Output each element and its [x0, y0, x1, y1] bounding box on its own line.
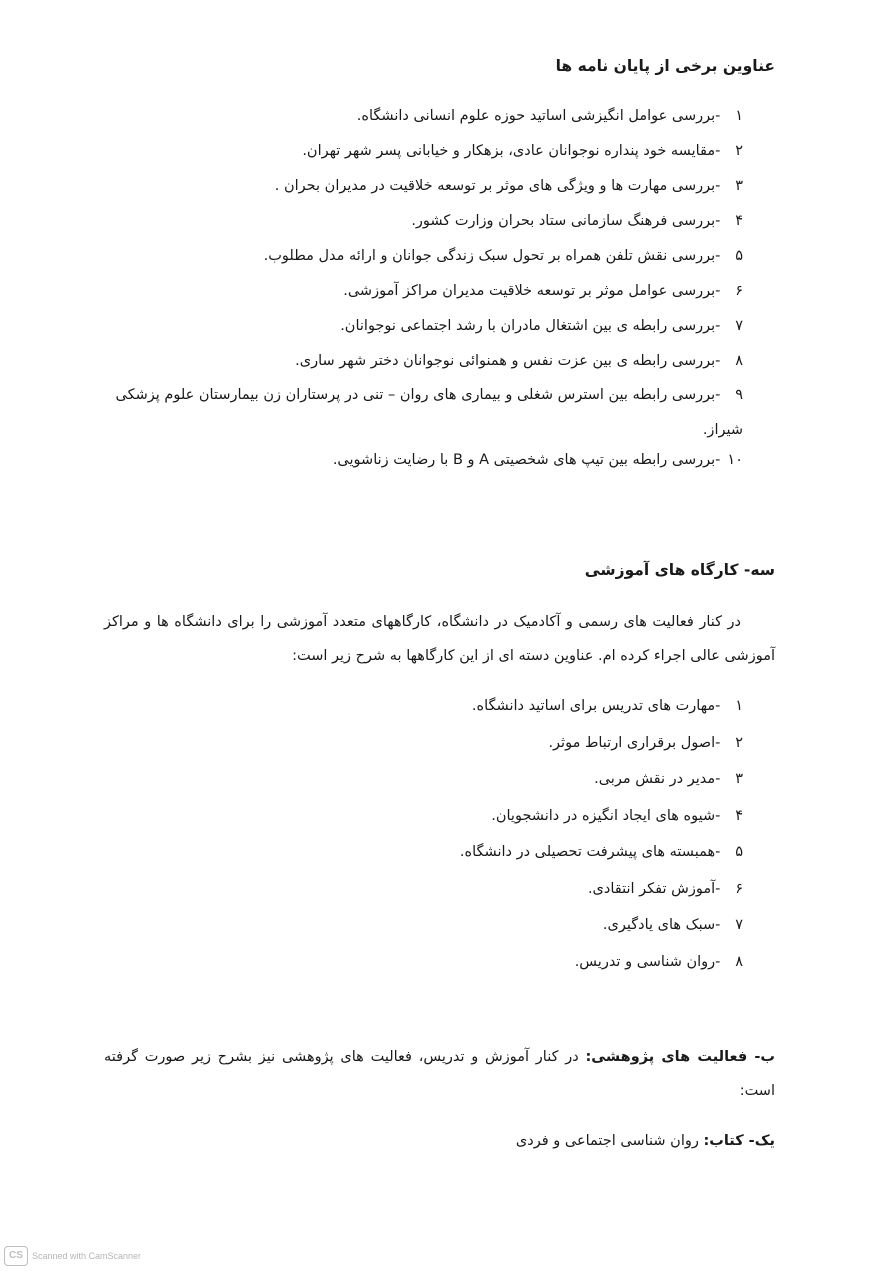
list-item — [100, 314, 743, 349]
item-number: ۸ — [735, 353, 743, 369]
list-item — [100, 139, 743, 174]
list-item — [100, 448, 743, 483]
item-number: ۱۰ — [727, 452, 743, 468]
watermark-text: Scanned with CamScanner — [32, 1251, 142, 1261]
item-number: ۴ — [735, 807, 743, 824]
camscanner-logo-icon: CS — [4, 1246, 28, 1266]
list-item — [100, 767, 743, 804]
workshop-section-title: سه- کارگاه های آموزشی — [584, 561, 775, 579]
thesis-section-title: عناوین برخی از پایان نامه ها — [555, 57, 775, 75]
item-text: -اصول برقراری ارتباط موثر. — [548, 734, 721, 751]
item-number: ۷ — [735, 318, 743, 334]
item-number: ۸ — [735, 953, 743, 970]
item-number: ۱ — [735, 108, 743, 124]
item-text: -روان شناسی و تدریس. — [574, 953, 721, 970]
list-item — [100, 209, 743, 244]
book-section-label: یک- کتاب: — [703, 1133, 775, 1149]
item-text: -شیوه های ایجاد انگیزه در دانشجویان. — [491, 807, 721, 824]
item-text: -همبسته های پیشرفت تحصیلی در دانشگاه. — [459, 844, 721, 860]
item-text: -بررسی رابطه بین استرس شغلی و بیماری های روان – تنی در پرستاران زن بیمارستان علوم پزشکی شیراز. — [115, 387, 743, 438]
list-item — [100, 279, 743, 314]
item-text: -بررسی عوامل انگیزشی اساتید حوزه علوم انسانی دانشگاه. — [356, 108, 721, 124]
item-number: ۴ — [735, 213, 743, 229]
list-item — [100, 840, 743, 877]
item-number: ۷ — [735, 917, 743, 933]
workshop-list — [100, 694, 743, 986]
item-number: ۲ — [735, 734, 743, 751]
item-text: -مهارت های تدریس برای اساتید دانشگاه. — [471, 698, 721, 714]
list-item — [100, 950, 743, 987]
list-item — [100, 694, 743, 731]
item-number: ۶ — [735, 283, 743, 299]
item-text: -بررسی فرهنگ سازمانی ستاد بحران وزارت کشور. — [411, 213, 721, 229]
workshop-intro-text: در کنار فعالیت های رسمی و آکادمیک در دانشگاه، کارگاههای متعدد آموزشی را برای دانشگاه ها و مراکز آموزشی عالی اجراء کرده ام. عناوین دسته ای از این کارگاهها به شرح زیر است: — [104, 614, 775, 664]
scanner-watermark — [4, 1246, 141, 1266]
list-item — [100, 244, 743, 279]
item-number: ۲ — [735, 143, 743, 159]
item-number: ۳ — [735, 771, 743, 787]
item-text: -سبک های یادگیری. — [602, 917, 721, 933]
workshop-intro-paragraph — [104, 605, 775, 673]
list-item — [100, 804, 743, 841]
item-text: -بررسی رابطه ی بین اشتغال مادران با رشد اجتماعی نوجوانان. — [340, 318, 721, 334]
item-text: -بررسی مهارت ها و ویژگی های موثر بر توسعه خلاقیت در مدیران بحران . — [274, 178, 721, 194]
item-text: -بررسی عوامل موثر بر توسعه خلاقیت مدیران مراکز آموزشی. — [343, 283, 721, 299]
item-text: -بررسی رابطه ی بین عزت نفس و همنوائی نوجوانان دختر شهر ساری. — [295, 353, 721, 369]
list-item — [100, 913, 743, 950]
list-item — [100, 104, 743, 139]
thesis-list — [100, 104, 743, 483]
research-paragraph — [104, 1040, 775, 1108]
list-item — [100, 877, 743, 914]
list-item — [100, 731, 743, 768]
item-text: -بررسی نقش تلفن همراه بر تحول سبک زندگی جوانان و ارائه مدل مطلوب. — [263, 248, 721, 264]
item-text: -مقایسه خود پنداره نوجوانان عادی، بزهکار و خیابانی پسر شهر تهران. — [302, 143, 721, 159]
research-section-label: ب- فعالیت های پژوهشی: — [585, 1049, 775, 1065]
book-section-text: روان شناسی اجتماعی و فردی — [515, 1133, 704, 1149]
item-number: ۹ — [735, 387, 743, 403]
item-text: -آموزش تفکر انتقادی. — [587, 880, 721, 897]
research-section-text: در کنار آموزش و تدریس، فعالیت های پژوهشی نیز بشرح زیر صورت گرفته است: — [104, 1049, 775, 1099]
book-paragraph — [104, 1124, 775, 1158]
item-text: -مدیر در نقش مربی. — [594, 771, 721, 787]
item-number: ۵ — [735, 844, 743, 860]
item-number: ۵ — [735, 248, 743, 264]
list-item — [100, 174, 743, 209]
item-text: -بررسی رابطه بین تیپ های شخصیتی A و B با رضایت زناشویی. — [332, 452, 721, 468]
list-item — [100, 378, 743, 448]
item-number: ۶ — [735, 880, 743, 897]
item-number: ۱ — [735, 698, 743, 714]
item-number: ۳ — [735, 178, 743, 194]
